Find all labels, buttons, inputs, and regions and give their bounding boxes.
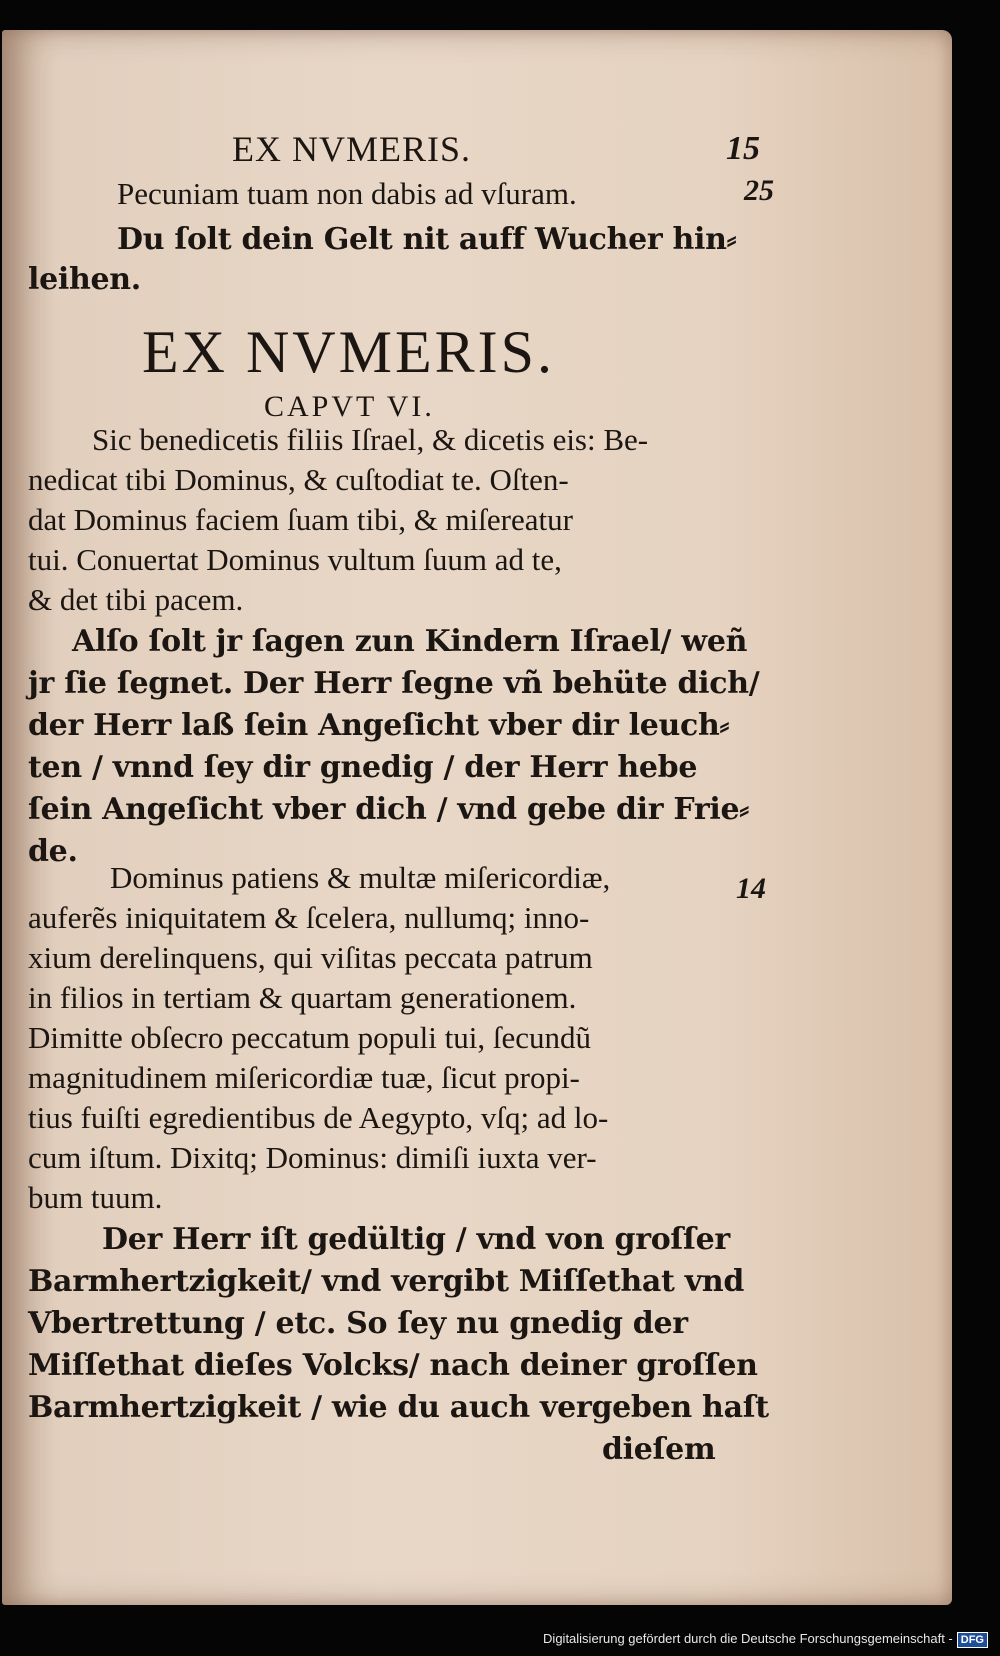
credit-text: Digitalisierung gefördert durch die Deutsche Forschungsgemeinschaft -	[543, 1631, 953, 1646]
german-line: Vbertrettung / etc. So ſey nu gnedig der	[28, 1306, 688, 1341]
page-number: 15	[726, 130, 760, 167]
latin-line: dat Dominus faciem ſuam tibi, & miſereatur	[28, 502, 573, 537]
german-line: Du ſolt dein Gelt nit auff Wucher hin⸗	[117, 222, 737, 257]
margin-number: 14	[736, 872, 766, 905]
latin-line: Dimitte obſecro peccatum populi tui, ſecundũ	[28, 1020, 592, 1055]
latin-line: auferẽs iniquitatem & ſcelera, nullumq; inno-	[28, 900, 590, 935]
german-line: ten / vnnd ſey dir gnedig / der Herr hebe	[28, 750, 698, 785]
latin-line: tius fuiſti egredientibus de Aegypto, vſq; ad lo-	[28, 1100, 609, 1135]
german-line: ſein Angeſicht vber dich / vnd gebe dir Frie⸗	[28, 792, 749, 827]
german-line: jr ſie ſegnet. Der Herr ſegne vñ behüte dich/	[28, 666, 760, 701]
latin-line: Pecuniam tuam non dabis ad vſuram.	[117, 176, 577, 211]
latin-line: xium derelinquens, qui viſitas peccata patrum	[28, 940, 593, 975]
margin-number: 25	[744, 174, 774, 207]
dfg-logo: DFG	[957, 1632, 988, 1648]
latin-line: bum tuum.	[28, 1180, 163, 1215]
latin-line: nedicat tibi Dominus, & cuſtodiat te. Oſten-	[28, 462, 569, 497]
german-line: Der Herr iſt gedültig / vnd von groſſer	[102, 1222, 730, 1257]
german-line: leihen.	[28, 262, 141, 297]
german-line: Alſo ſolt jr ſagen zun Kindern Iſrael/ weñ	[72, 624, 748, 659]
latin-line: & det tibi pacem.	[28, 582, 244, 617]
latin-line: Sic benedicetis filiis Iſrael, & dicetis eis: Be-	[92, 422, 649, 457]
catchword: dieſem	[602, 1432, 716, 1467]
chapter-heading: EX NVMERIS.	[142, 319, 556, 385]
german-line: der Herr laß ſein Angeſicht vber dir leuch⸗	[28, 708, 730, 743]
latin-line: tui. Conuertat Dominus vultum ſuum ad te,	[28, 542, 562, 577]
german-line: Barmhertzigkeit / wie du auch vergeben haſt	[28, 1390, 769, 1425]
german-line: de.	[28, 834, 78, 869]
latin-line: magnitudinem miſericordiæ tuæ, ſicut propi-	[28, 1060, 580, 1095]
book-page	[2, 30, 952, 1605]
running-head: EX NVMERIS.	[232, 129, 472, 169]
latin-line: Dominus patiens & multæ miſericordiæ,	[110, 860, 611, 895]
german-line: Miſſethat dieſes Volcks/ nach deiner groſſen	[28, 1348, 758, 1383]
latin-line: cum iſtum. Dixitq; Dominus: dimiſi iuxta ver-	[28, 1140, 597, 1175]
german-line: Barmhertzigkeit/ vnd vergibt Miſſethat vnd	[28, 1264, 745, 1299]
chapter-subheading: CAPVT VI.	[264, 390, 435, 423]
latin-line: in filios in tertiam & quartam generationem.	[28, 980, 577, 1015]
digitization-credit	[543, 1631, 988, 1648]
